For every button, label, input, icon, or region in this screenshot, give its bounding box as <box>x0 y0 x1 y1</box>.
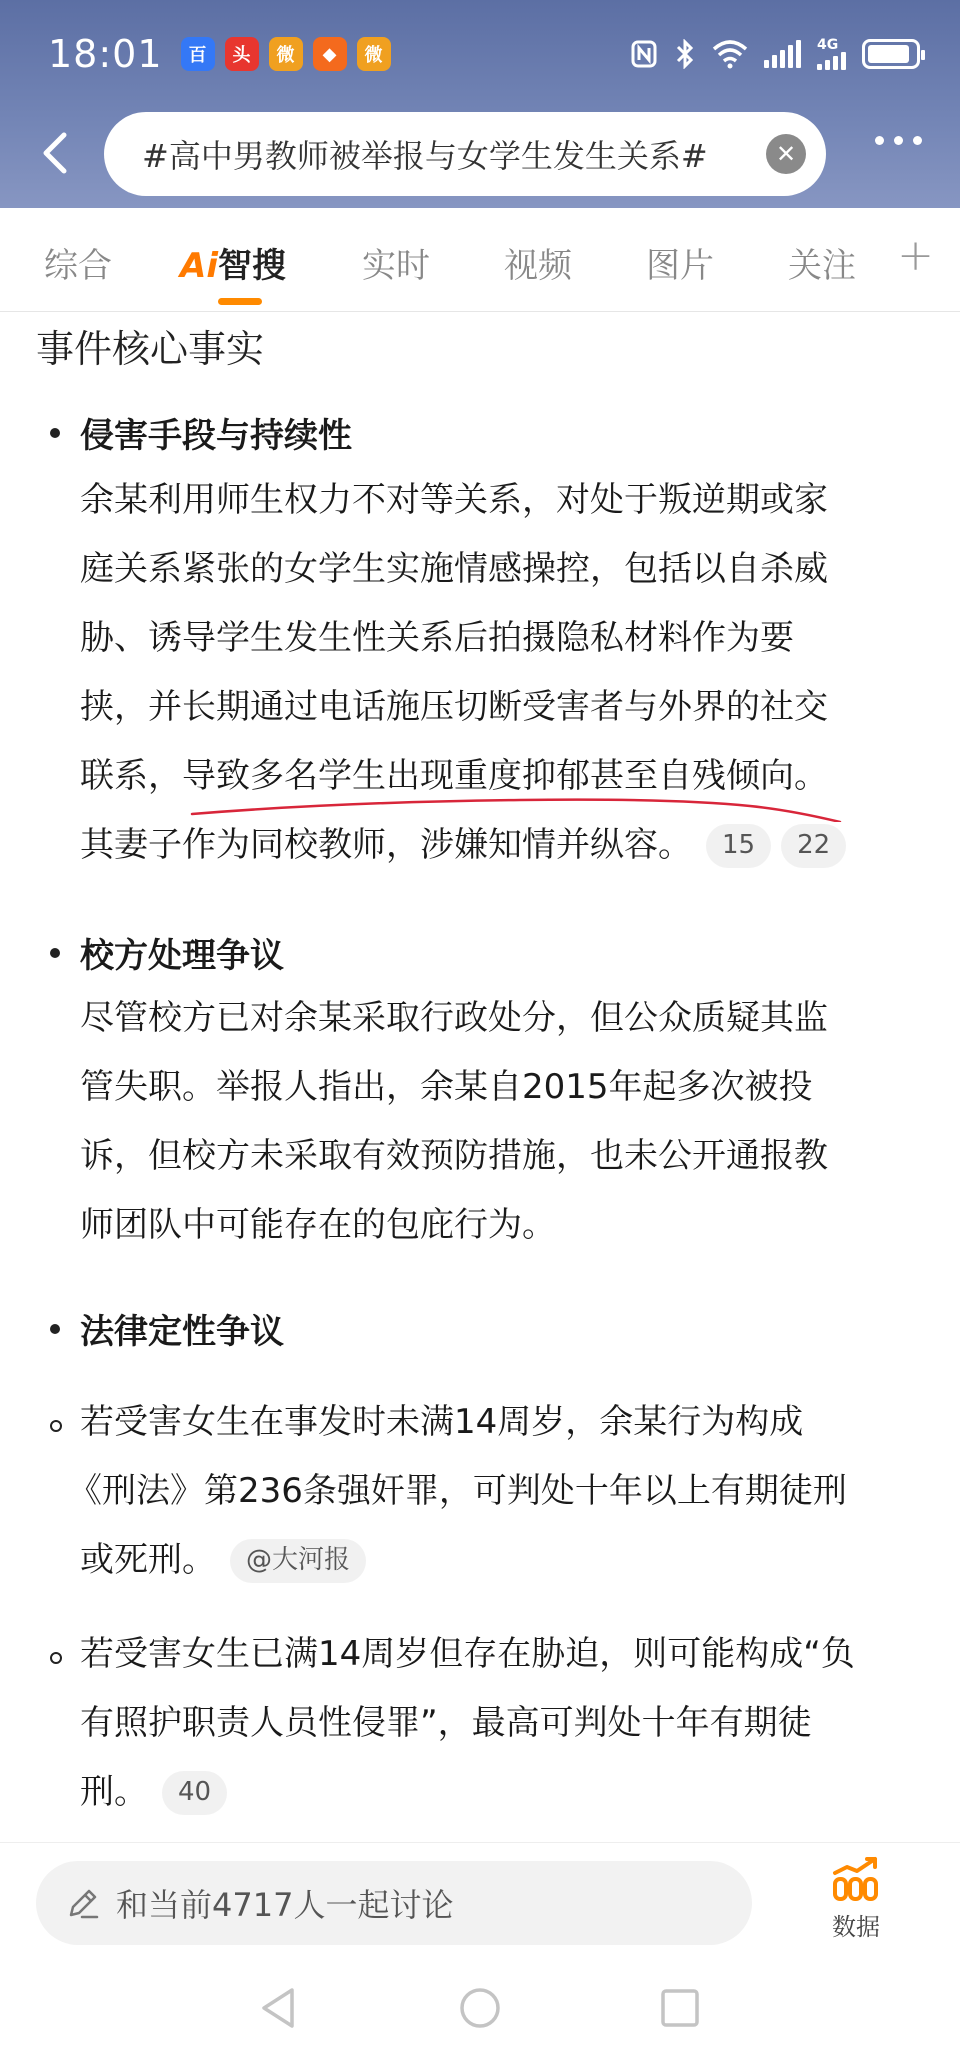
section-title: 事件核心事实 <box>36 327 265 371</box>
toutiao-app-icon: 头 <box>225 37 259 71</box>
weibo-app-icon: 微 <box>357 37 391 71</box>
search-row <box>0 108 960 200</box>
bullet-dot <box>50 428 60 438</box>
pencil-icon <box>66 1886 100 1920</box>
discussion-placeholder: 和当前4717人一起讨论 <box>116 1886 454 1924</box>
baidu-app-icon: 百 <box>181 37 215 71</box>
system-nav-bar <box>0 1962 960 2072</box>
item-paragraph: 尽管校方已对余某采取行政处分，但公众质疑其监 管失职。举报人指出，余某自2015年起多次被投 诉，但校方未采取有效预防措施，也未公开通报教 师团队中可能存在的包庇行为。 <box>80 998 828 1245</box>
nav-back-icon[interactable] <box>258 1986 298 2030</box>
nfc-icon <box>630 39 658 69</box>
item-heading: 法律定性争议 <box>80 1312 284 1352</box>
bluetooth-icon <box>674 39 696 69</box>
discussion-input[interactable] <box>36 1861 752 1945</box>
clear-icon[interactable]: ✕ <box>766 134 806 174</box>
item-paragraph: 余某利用师生权力不对等关系，对处于叛逆期或家 庭关系紧张的女学生实施情感操控，包括以自杀威 胁、诱导学生发生性关系后拍摄隐私材料作为要 挟，并长期通过电话施压切断受害者与外界的社交 联系，导致多名学生出现重度抑郁甚至自残倾向。 其妻子作为同校教师，涉嫌知情并纵容。 15 22 <box>80 466 920 880</box>
item-heading: 侵害手段与持续性 <box>80 416 352 456</box>
search-input[interactable] <box>104 112 826 196</box>
handwritten-underline <box>190 792 850 822</box>
signal-icon <box>764 40 801 68</box>
active-tab-indicator <box>218 298 262 305</box>
data-chart-icon <box>831 1855 881 1901</box>
data-button[interactable] <box>820 1855 892 1942</box>
status-right <box>630 38 920 70</box>
reference-chip[interactable]: 22 <box>781 824 846 868</box>
nav-recents-icon[interactable] <box>658 1986 702 2030</box>
sub-bullet <box>50 1420 62 1432</box>
bottom-bar <box>0 1842 960 1962</box>
reference-chip[interactable]: 15 <box>706 824 771 868</box>
orange-app-icon: ◆ <box>313 37 347 71</box>
add-tab-button[interactable]: + <box>897 230 934 281</box>
tab-realtime[interactable]: 实时 <box>362 246 430 286</box>
reference-chip[interactable]: 40 <box>162 1771 227 1815</box>
item-heading: 校方处理争议 <box>80 936 284 976</box>
tab-video[interactable]: 视频 <box>504 246 572 286</box>
nav-home-icon[interactable] <box>458 1986 502 2030</box>
battery-icon <box>862 39 920 69</box>
chevron-left-icon <box>40 131 70 175</box>
sub-item-paragraph: 若受害女生在事发时未满14周岁，余某行为构成 《刑法》第236条强奸罪，可判处十年以上有期徒刑 或死刑。 @大河报 <box>80 1388 920 1595</box>
weibo-app-icon: 微 <box>269 37 303 71</box>
status-time: 18:01 <box>48 32 163 76</box>
back-button[interactable] <box>30 128 80 178</box>
ai-logo-mark: Ai <box>180 246 218 286</box>
tab-ai-search[interactable]: Ai智搜 <box>180 246 286 286</box>
bullet-dot <box>50 948 60 958</box>
sub-bullet <box>50 1652 62 1664</box>
sub-item-paragraph: 若受害女生已满14周岁但存在胁迫，则可能构成“负 有照护职责人员性侵罪”，最高可判处十年有期徒 刑。 40 <box>80 1620 920 1827</box>
tab-bar <box>0 208 960 312</box>
tab-images[interactable]: 图片 <box>646 246 714 286</box>
data-label: 数据 <box>832 1913 880 1941</box>
search-query-text: #高中男教师被举报与女学生发生关系# <box>142 137 708 175</box>
tab-comprehensive[interactable]: 综合 <box>44 246 112 286</box>
source-chip[interactable]: @大河报 <box>230 1539 366 1583</box>
wifi-icon <box>712 39 748 69</box>
tab-following[interactable]: 关注 <box>788 246 856 286</box>
more-options-button[interactable] <box>875 136 922 145</box>
bullet-dot <box>50 1324 60 1334</box>
notification-icons <box>181 37 391 71</box>
network-type: 4G <box>817 38 846 70</box>
status-bar <box>0 22 960 86</box>
